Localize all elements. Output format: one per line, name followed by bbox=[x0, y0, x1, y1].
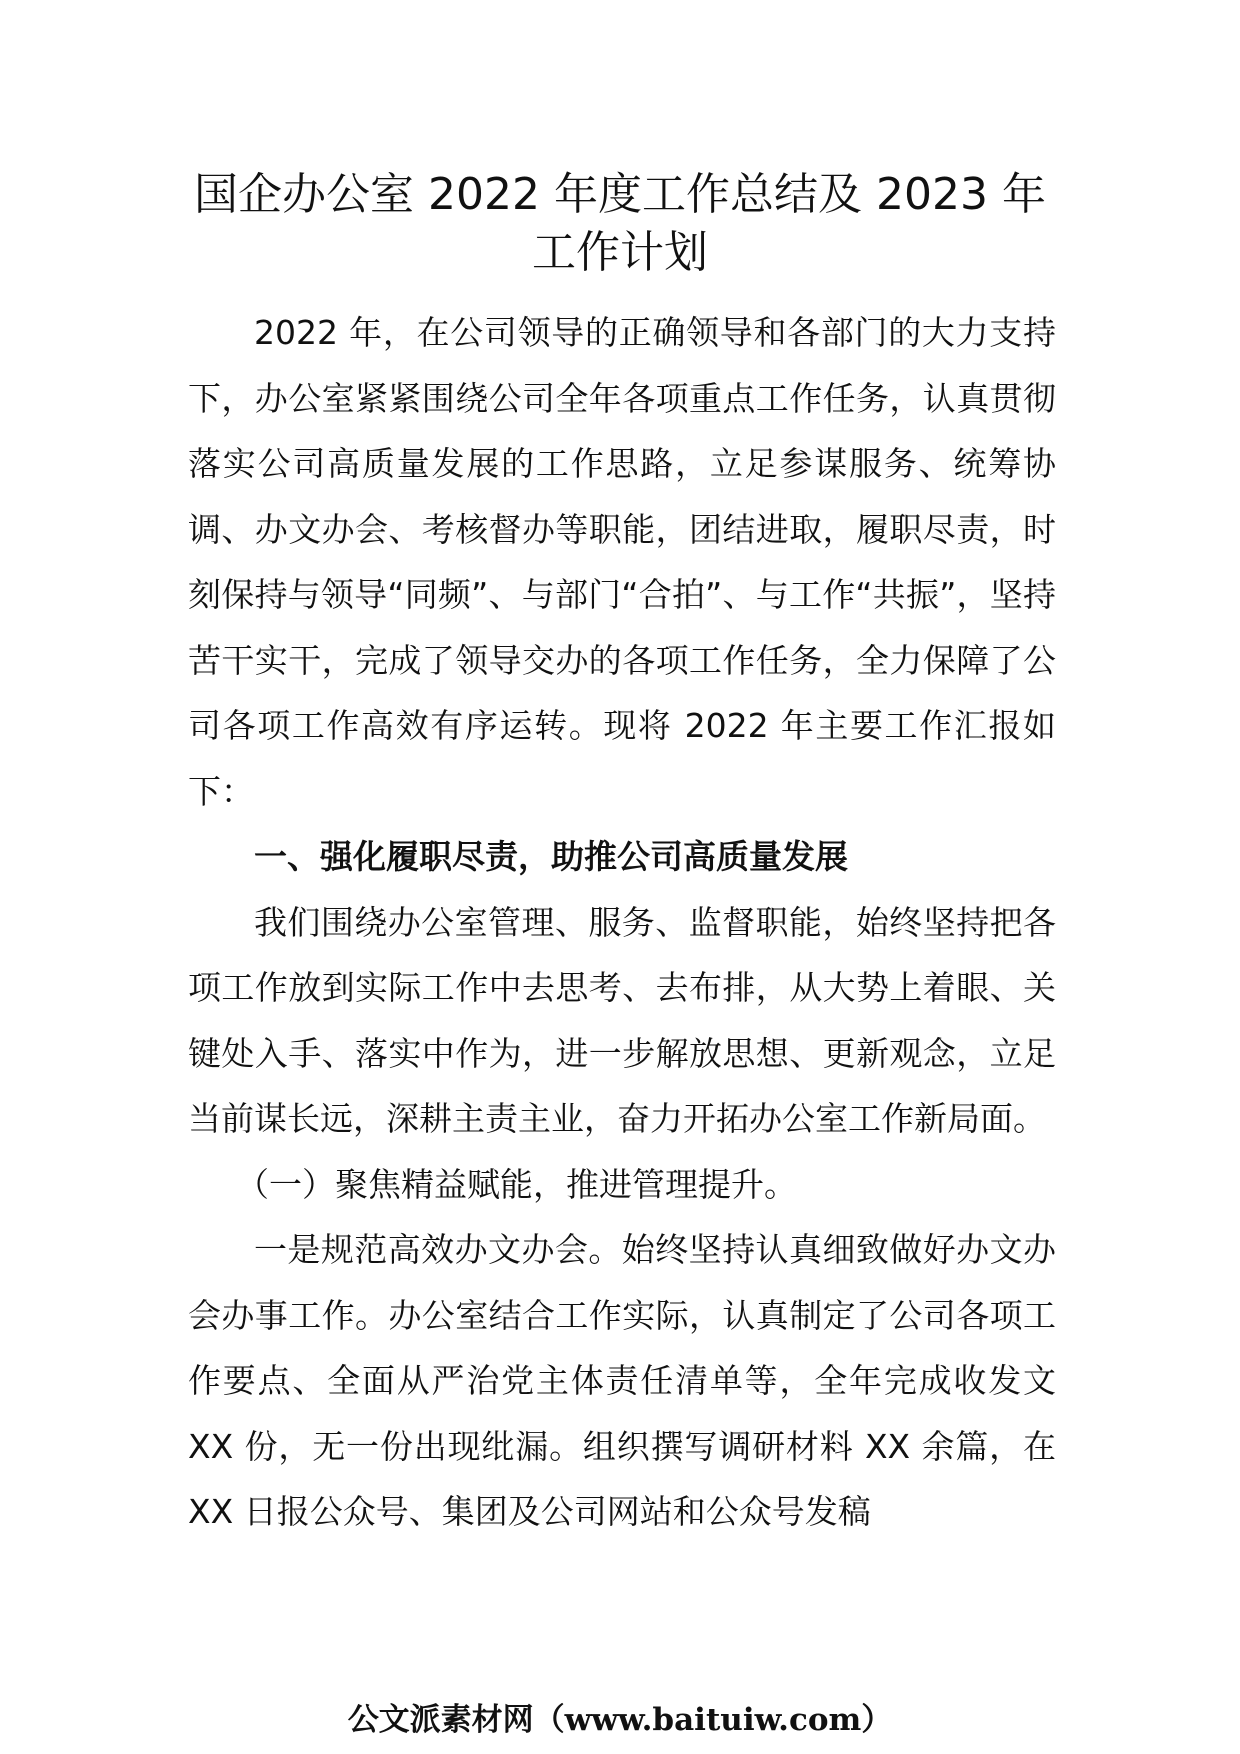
section-1-paragraph: 我们围绕办公室管理、服务、监督职能，始终坚持把各项工作放到实际工作中去思考、去布排，从大势上着眼、关键处入手、落实中作为，进一步解放思想、更新观念，立足当前谋长远，深耕主责主业，奋力开拓办公室工作新局面。 bbox=[188, 902, 1056, 1138]
document-body bbox=[188, 300, 1056, 1545]
subsection-heading-1: （一）聚焦精益赋能，推进管理提升。 bbox=[236, 1164, 797, 1204]
section-heading-1: 一、强化履职尽责，助推公司高质量发展 bbox=[254, 837, 848, 876]
title-line-2: 工作计划 bbox=[532, 227, 708, 278]
subsection-1-paragraph: 一是规范高效办文办会。始终坚持认真细致做好办文办会办事工作。办公室结合工作实际，认真制定了公司各项工作要点、全面从严治党主体责任清单等，全年完成收发文 XX 份，无一份出现纰漏。组织撰写调研材料 XX 余篇，在 XX 日报公众号、集团及公司网站和公众号发稿 bbox=[188, 1230, 1056, 1531]
intro-paragraph: 2022 年，在公司领导的正确领导和各部门的大力支持下，办公室紧紧围绕公司全年各项重点工作任务，认真贯彻落实公司高质量发展的工作思路，立足参谋服务、统筹协调、办文办会、考核督办等职能，团结进取，履职尽责，时刻保持与领导“同频”、与部门“合拍”、与工作“共振”，坚持苦干实干，完成了领导交办的各项工作任务，全力保障了公司各项工作高效有序运转。现将 2022 年主要工作汇报如下： bbox=[188, 313, 1056, 811]
document-title bbox=[150, 166, 1090, 282]
title-line-1: 国企办公室 2022 年度工作总结及 2023 年 bbox=[194, 169, 1046, 220]
footer-watermark: 公文派素材网（www.baituiw.com） bbox=[347, 1702, 893, 1738]
